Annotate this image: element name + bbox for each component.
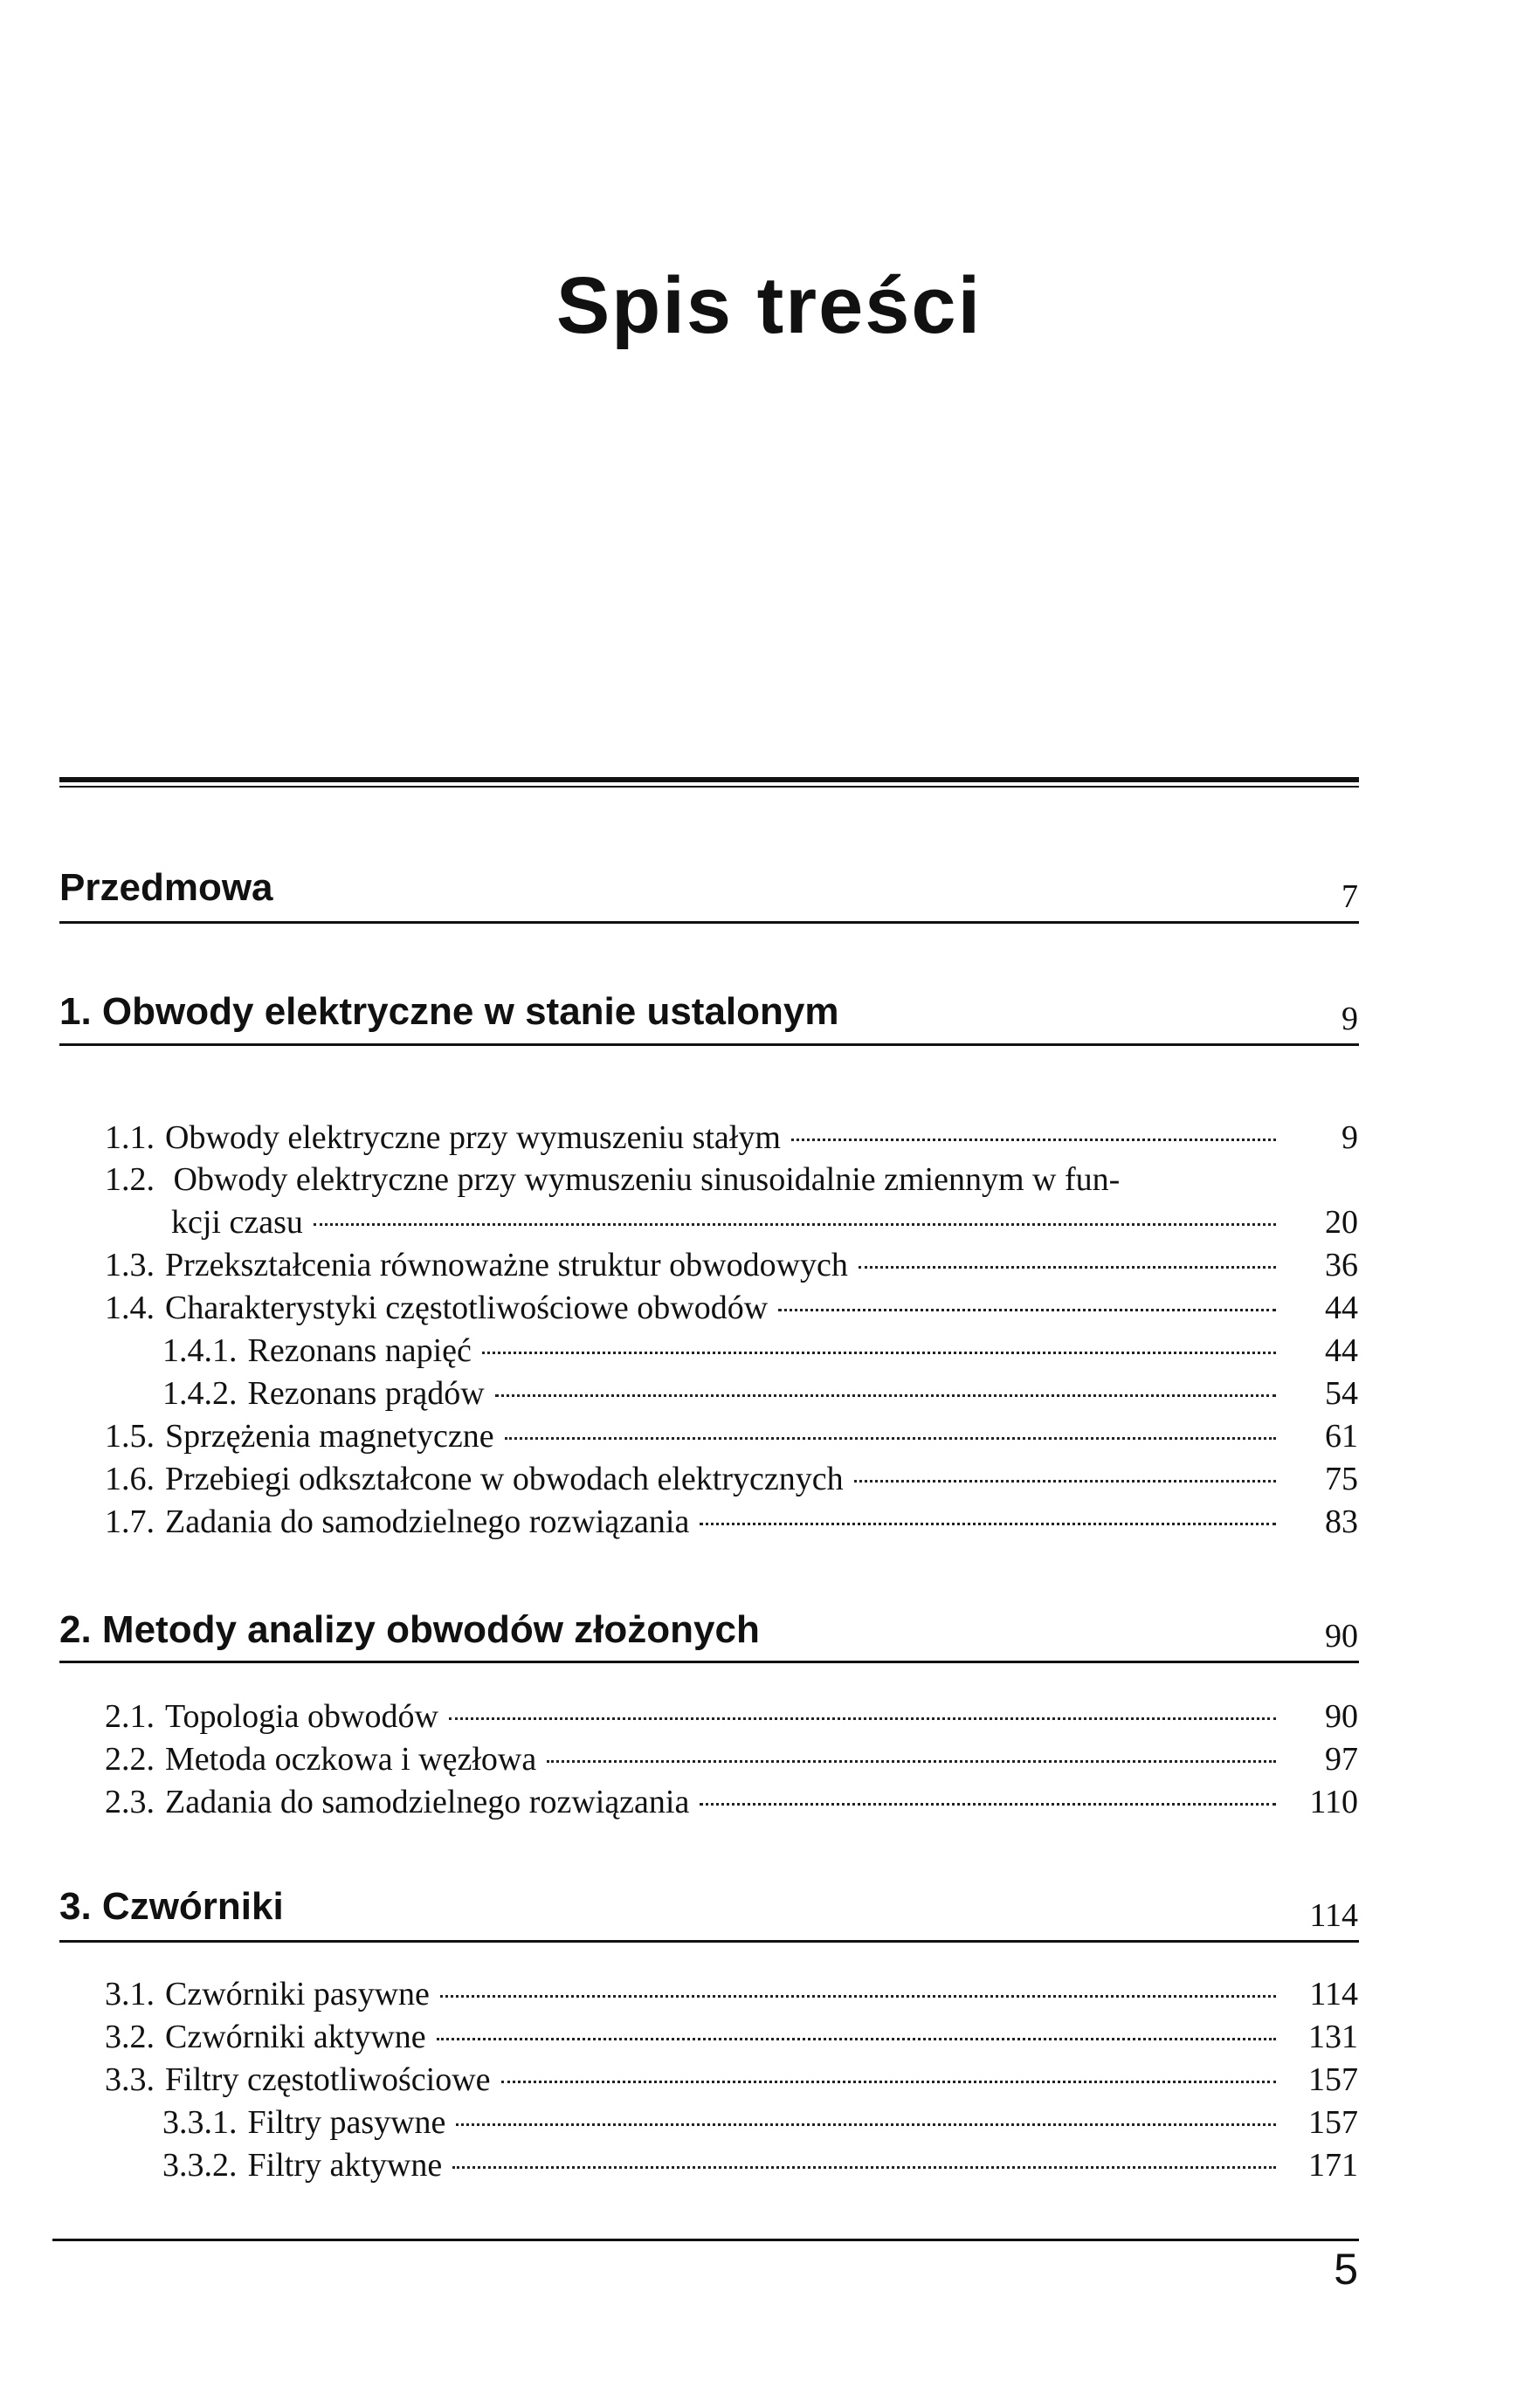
toc-subentry[interactable] <box>162 2146 1358 2188</box>
toc-subentry[interactable] <box>162 1374 1358 1416</box>
section-title[interactable]: 3. Czwórniki <box>59 1885 284 1928</box>
toc-entry[interactable] <box>105 1246 1358 1288</box>
toc-entry-continuation[interactable] <box>171 1203 1358 1245</box>
section-page: 7 <box>1341 878 1358 915</box>
toc-subentry[interactable] <box>162 1331 1358 1373</box>
section-underline <box>59 1661 1359 1663</box>
dot-leader <box>854 1479 1276 1483</box>
toc-entry-first-line[interactable] <box>105 1160 1120 1199</box>
entry-number: 3.1. <box>105 1976 155 2012</box>
toc-entry[interactable] <box>105 1289 1358 1331</box>
entry-page: 36 <box>1325 1247 1358 1283</box>
entry-page: 90 <box>1325 1698 1358 1735</box>
entry-text: Rezonans napięć <box>247 1332 472 1369</box>
dot-leader <box>859 1265 1276 1269</box>
entry-page: 75 <box>1325 1461 1358 1497</box>
entry-text: Charakterystyki częstotliwościowe obwodów <box>165 1290 769 1326</box>
dot-leader <box>778 1308 1276 1311</box>
toc-entry[interactable] <box>105 1417 1358 1459</box>
dot-leader <box>700 1522 1276 1525</box>
entry-number: 3.3.2. <box>162 2147 238 2184</box>
dot-leader <box>700 1802 1276 1806</box>
section-underline <box>59 1940 1359 1943</box>
entry-number: 3.3.1. <box>162 2104 238 2141</box>
entry-number: 1.4.2. <box>162 1375 238 1412</box>
entry-number: 2.2. <box>105 1741 155 1778</box>
entry-text: Rezonans prądów <box>247 1375 485 1412</box>
entry-number: 1.7. <box>105 1503 155 1540</box>
entry-page: 131 <box>1308 2019 1358 2055</box>
toc-entry[interactable] <box>105 2061 1358 2102</box>
entry-text: Filtry pasywne <box>247 2104 446 2141</box>
entry-number: 3.2. <box>105 2019 155 2055</box>
entry-page: 97 <box>1325 1741 1358 1778</box>
entry-page: 44 <box>1325 1332 1358 1369</box>
dot-leader <box>452 2165 1276 2169</box>
entry-number: 1.1. <box>105 1119 155 1156</box>
entry-text: Czwórniki aktywne <box>165 2019 426 2055</box>
dot-leader <box>482 1351 1276 1354</box>
entry-page: 157 <box>1308 2061 1358 2098</box>
dot-leader <box>495 1393 1276 1397</box>
page-number: 5 <box>1334 2245 1358 2294</box>
entry-page: 171 <box>1308 2147 1358 2184</box>
dot-leader <box>456 2122 1276 2126</box>
entry-text: Zadania do samodzielnego rozwiązania <box>165 1784 690 1820</box>
toc-entry[interactable] <box>105 1118 1358 1160</box>
section-page: 114 <box>1309 1897 1358 1934</box>
section-page: 90 <box>1325 1618 1358 1655</box>
entry-page: 44 <box>1325 1290 1358 1326</box>
toc-entry[interactable] <box>105 1503 1358 1545</box>
entry-text: Filtry aktywne <box>247 2147 443 2184</box>
entry-number: 2.3. <box>105 1784 155 1820</box>
entry-number: 2.1. <box>105 1698 155 1735</box>
entry-page: 9 <box>1341 1119 1358 1156</box>
toc-entry[interactable] <box>105 1975 1358 2017</box>
entry-number: 1.4.1. <box>162 1332 238 1369</box>
toc-entry[interactable] <box>105 1460 1358 1502</box>
entry-page: 114 <box>1309 1976 1358 2012</box>
entry-text-cont: kcji czasu <box>171 1204 303 1241</box>
entry-number: 1.5. <box>105 1418 155 1455</box>
toc-entry[interactable] <box>105 1740 1358 1782</box>
entry-text: Sprzężenia magnetyczne <box>165 1418 494 1455</box>
entry-text: Metoda oczkowa i węzłowa <box>165 1741 537 1778</box>
dot-leader <box>449 1717 1276 1720</box>
entry-page: 157 <box>1308 2104 1358 2141</box>
entry-number: 1.6. <box>105 1461 155 1497</box>
toc-subentry[interactable] <box>162 2103 1358 2145</box>
section-title[interactable]: 2. Metody analizy obwodów złożonych <box>59 1608 760 1651</box>
entry-text: Czwórniki pasywne <box>165 1976 430 2012</box>
entry-text: Przekształcenia równoważne struktur obwodowych <box>165 1247 848 1283</box>
top-rule-thin <box>59 786 1359 788</box>
entry-number: 1.2. <box>105 1161 155 1198</box>
entry-page: 110 <box>1309 1784 1358 1820</box>
dot-leader <box>505 1436 1276 1440</box>
entry-page: 54 <box>1325 1375 1358 1412</box>
entry-number: 3.3. <box>105 2061 155 2098</box>
entry-text: Topologia obwodów <box>165 1698 438 1735</box>
footer-rule <box>52 2239 1359 2241</box>
entry-page: 61 <box>1325 1418 1358 1455</box>
dot-leader <box>791 1138 1276 1141</box>
section-title[interactable]: 1. Obwody elektryczne w stanie ustalonym <box>59 990 839 1033</box>
section-underline <box>59 1043 1359 1046</box>
section-underline <box>59 921 1359 924</box>
entry-page: 83 <box>1325 1503 1358 1540</box>
dot-leader <box>314 1222 1276 1226</box>
page-title: Spis treści <box>555 261 983 350</box>
entry-page: 20 <box>1325 1204 1358 1241</box>
entry-text: Obwody elektryczne przy wymuszeniu stałym <box>165 1119 781 1156</box>
dot-leader <box>547 1759 1276 1763</box>
section-title[interactable]: Przedmowa <box>59 866 273 909</box>
section-page: 9 <box>1341 1001 1358 1037</box>
entry-number: 1.3. <box>105 1247 155 1283</box>
toc-entry[interactable] <box>105 1783 1358 1825</box>
dot-leader <box>440 1994 1276 1998</box>
top-rule-thick <box>59 777 1359 782</box>
entry-text: Obwody elektryczne przy wymuszeniu sinusoidalnie zmiennym w fun- <box>173 1161 1121 1198</box>
dot-leader <box>437 2037 1276 2040</box>
entry-text: Zadania do samodzielnego rozwiązania <box>165 1503 690 1540</box>
dot-leader <box>501 2080 1276 2083</box>
toc-entry[interactable] <box>105 1697 1358 1739</box>
toc-entry[interactable] <box>105 2018 1358 2060</box>
entry-text: Filtry częstotliwościowe <box>165 2061 491 2098</box>
entry-text: Przebiegi odkształcone w obwodach elektrycznych <box>165 1461 844 1497</box>
entry-number: 1.4. <box>105 1290 155 1326</box>
